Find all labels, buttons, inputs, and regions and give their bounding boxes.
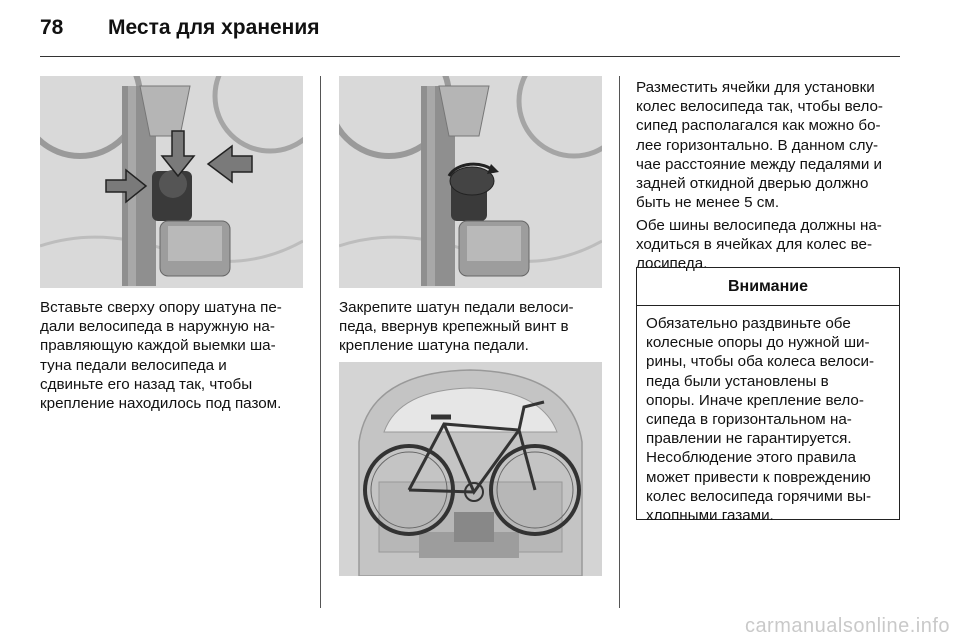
- instruction-text-tighten-screw: Закрепите шатун педали велоси- педа, ввернув крепежный винт в крепление шатуна педали.: [339, 299, 574, 355]
- warning-text: Обязательно раздвиньте обе колесные опоры до нужной ши- рины, чтобы оба колеса велоси- педа были установлены в опоры. Иначе крепление вело- сипеда в горизонтальном на- правлении не гарантируется. Несоблюдение этого правила может привести к повреждению колес велосипеда горячими вы- хлопными газами.: [646, 315, 875, 525]
- header-divider: [40, 56, 900, 57]
- column-divider-left: [320, 76, 321, 608]
- warning-box: [636, 267, 900, 525]
- page-title: Места для хранения: [108, 16, 320, 39]
- instruction-text-wheel-cells: Разместить ячейки для установки колес велосипеда так, чтобы вело- сипед располагался как можно бо- лее горизонтально. В данном слу- чае расстояние между педалями и задней откидной дверью должно быть не менее 5 см.: [636, 79, 883, 212]
- pedal-holder-screw-tighten-illustration: [339, 76, 602, 288]
- watermark: carmanualsonline.info: [744, 615, 950, 637]
- warning-title: Внимание: [637, 268, 899, 306]
- car-rear-with-mounted-bicycle-illustration: [339, 362, 602, 576]
- bike-carrier-pedal-holder-arrows-illustration: [40, 76, 303, 288]
- instruction-text-insert-holder: Вставьте сверху опору шатуна пе- дали велосипеда в наружную на- правляющую каждой выемки ша- туна педали велосипеда и сдвиньте его назад так, чтобы крепление находилось под пазом.: [40, 299, 282, 413]
- page-header: [40, 16, 320, 52]
- instruction-text-tyres: Обе шины велосипеда должны на- ходиться в ячейках для колес ве- лосипеда.: [636, 217, 882, 273]
- page-number: 78: [40, 16, 64, 39]
- column-divider-right: [619, 76, 620, 608]
